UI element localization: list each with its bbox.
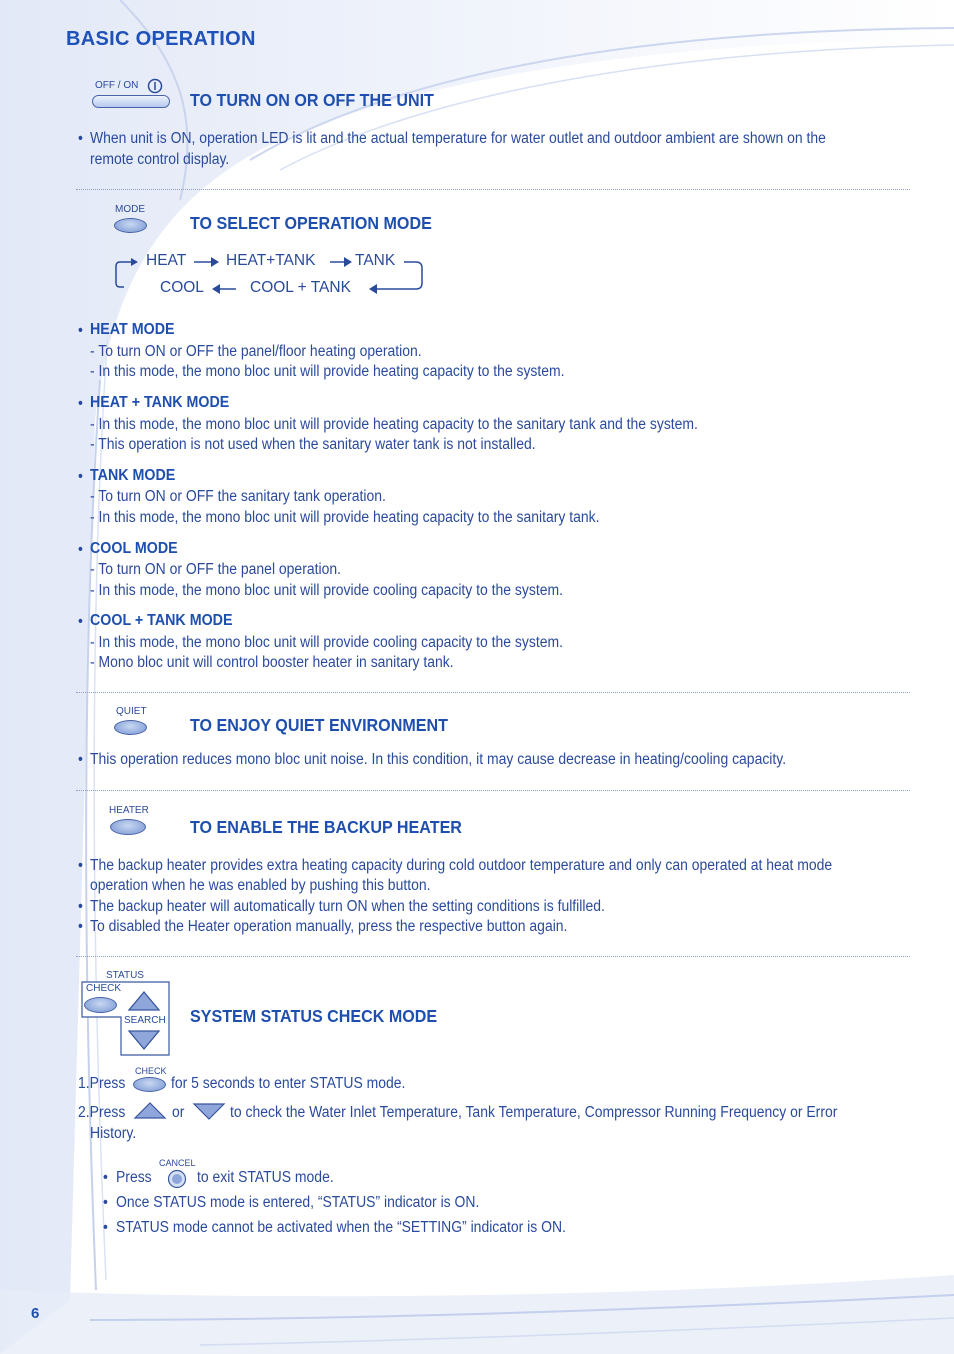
note2: Once STATUS mode is entered, “STATUS” indicator is ON. [116, 1194, 480, 1211]
step1-suffix: for 5 seconds to enter STATUS mode. [171, 1075, 406, 1092]
status-label: STATUS [106, 970, 144, 981]
bullet-dot: • [103, 1169, 108, 1186]
step2-or: or [172, 1104, 185, 1121]
quiet-button[interactable] [114, 720, 147, 735]
status-heading: SYSTEM STATUS CHECK MODE [190, 1006, 438, 1026]
cancel-label: CANCEL [159, 1158, 196, 1168]
bullet-dot: • [78, 918, 83, 935]
mode-heading: TO SELECT OPERATION MODE [190, 213, 432, 233]
tank-mode-title: TANK MODE [90, 467, 176, 484]
heat-tank-mode-line1: - In this mode, the mono bloc unit will provide heating capacity to the sanitary tank and the system. [90, 416, 698, 433]
bullet-dot: • [78, 613, 83, 630]
tank-mode-line1: - To turn ON or OFF the sanitary tank operation. [90, 488, 386, 505]
onoff-text-line1: When unit is ON, operation LED is lit and the actual temperature for water outlet and outdoor ambient are shown on the [90, 130, 826, 147]
check-label: CHECK [86, 983, 122, 994]
step2-suffix: to check the Water Inlet Temperature, Tank Temperature, Compressor Running Frequency or Error [230, 1104, 838, 1121]
bullet-dot: • [78, 130, 83, 147]
up-arrow-button[interactable] [127, 990, 161, 1012]
heat-mode-line2: - In this mode, the mono bloc unit will provide heating capacity to the system. [90, 363, 565, 380]
search-label: SEARCH [124, 1015, 166, 1026]
note1-suffix: to exit STATUS mode. [197, 1169, 334, 1186]
bullet-dot: • [78, 751, 83, 768]
cool-tank-mode-line1: - In this mode, the mono bloc unit will provide cooling capacity to the system. [90, 634, 563, 651]
step2-line2: History. [90, 1125, 137, 1142]
quiet-text: This operation reduces mono bloc unit noise. In this condition, it may cause decrease in heating/cooling capacity. [90, 751, 787, 768]
onoff-heading: TO TURN ON OR OFF THE UNIT [190, 90, 434, 110]
off-on-button[interactable] [92, 95, 170, 108]
bullet-dot: • [78, 541, 83, 558]
tank-mode-line2: - In this mode, the mono bloc unit will provide heating capacity to the sanitary tank. [90, 509, 600, 526]
quiet-heading: TO ENJOY QUIET ENVIRONMENT [190, 715, 448, 735]
divider [76, 956, 910, 957]
heater-button[interactable] [110, 819, 146, 835]
bullet-dot: • [78, 898, 83, 915]
heater-text-1a: The backup heater provides extra heating capacity during cold outdoor temperature and only can operated at heat mode [90, 857, 833, 874]
flow-heat-tank: HEAT+TANK [226, 252, 316, 269]
power-icon [147, 78, 163, 94]
heat-tank-mode-title: HEAT + TANK MODE [90, 394, 230, 411]
check-button[interactable] [84, 997, 117, 1013]
flow-cool: COOL [160, 279, 204, 296]
cool-mode-line2: - In this mode, the mono bloc unit will provide cooling capacity to the system. [90, 582, 563, 599]
page-number: 6 [31, 1305, 40, 1322]
step1-prefix: 1.Press [78, 1075, 126, 1092]
heat-mode-line1: - To turn ON or OFF the panel/floor heating operation. [90, 343, 422, 360]
flow-cool-tank: COOL + TANK [250, 279, 351, 296]
flow-heat: HEAT [146, 252, 187, 269]
cool-mode-line1: - To turn ON or OFF the panel operation. [90, 561, 341, 578]
down-arrow-icon [192, 1103, 226, 1121]
onoff-text-line2: remote control display. [90, 151, 230, 168]
flow-tank: TANK [355, 252, 396, 269]
divider [76, 692, 910, 693]
divider [76, 189, 910, 190]
bullet-dot: • [78, 395, 83, 412]
check-button-inline [133, 1077, 166, 1092]
cool-tank-mode-line2: - Mono bloc unit will control booster heater in sanitary tank. [90, 654, 454, 671]
heat-mode-title: HEAT MODE [90, 321, 175, 338]
heater-label: HEATER [109, 805, 149, 816]
bullet-dot: • [103, 1194, 108, 1211]
mode-label: MODE [115, 204, 145, 215]
bullet-dot: • [78, 322, 83, 339]
mode-button[interactable] [114, 218, 147, 233]
up-arrow-icon [133, 1102, 167, 1120]
off-on-label: OFF / ON [95, 80, 139, 91]
cool-tank-mode-title: COOL + TANK MODE [90, 612, 233, 629]
heater-heading: TO ENABLE THE BACKUP HEATER [190, 817, 462, 837]
note1-prefix: Press [116, 1169, 152, 1186]
quiet-label: QUIET [116, 706, 147, 717]
note3: STATUS mode cannot be activated when the “SETTING” indicator is ON. [116, 1219, 566, 1236]
down-arrow-button[interactable] [127, 1029, 161, 1051]
cancel-button-icon [167, 1169, 187, 1189]
bullet-dot: • [78, 468, 83, 485]
cool-mode-title: COOL MODE [90, 540, 178, 557]
page-title: BASIC OPERATION [66, 28, 256, 50]
heater-text-1b: operation when he was enabled by pushing this button. [90, 877, 431, 894]
heat-tank-mode-line2: - This operation is not used when the sanitary water tank is not installed. [90, 436, 536, 453]
bullet-dot: • [103, 1219, 108, 1236]
heater-text-3: To disabled the Heater operation manually, press the respective button again. [90, 918, 568, 935]
bullet-dot: • [78, 857, 83, 874]
step1-check-label: CHECK [135, 1066, 167, 1076]
step2-prefix: 2.Press [78, 1104, 126, 1121]
heater-text-2: The backup heater will automatically turn ON when the setting conditions is fulfilled. [90, 898, 605, 915]
divider [76, 790, 910, 791]
